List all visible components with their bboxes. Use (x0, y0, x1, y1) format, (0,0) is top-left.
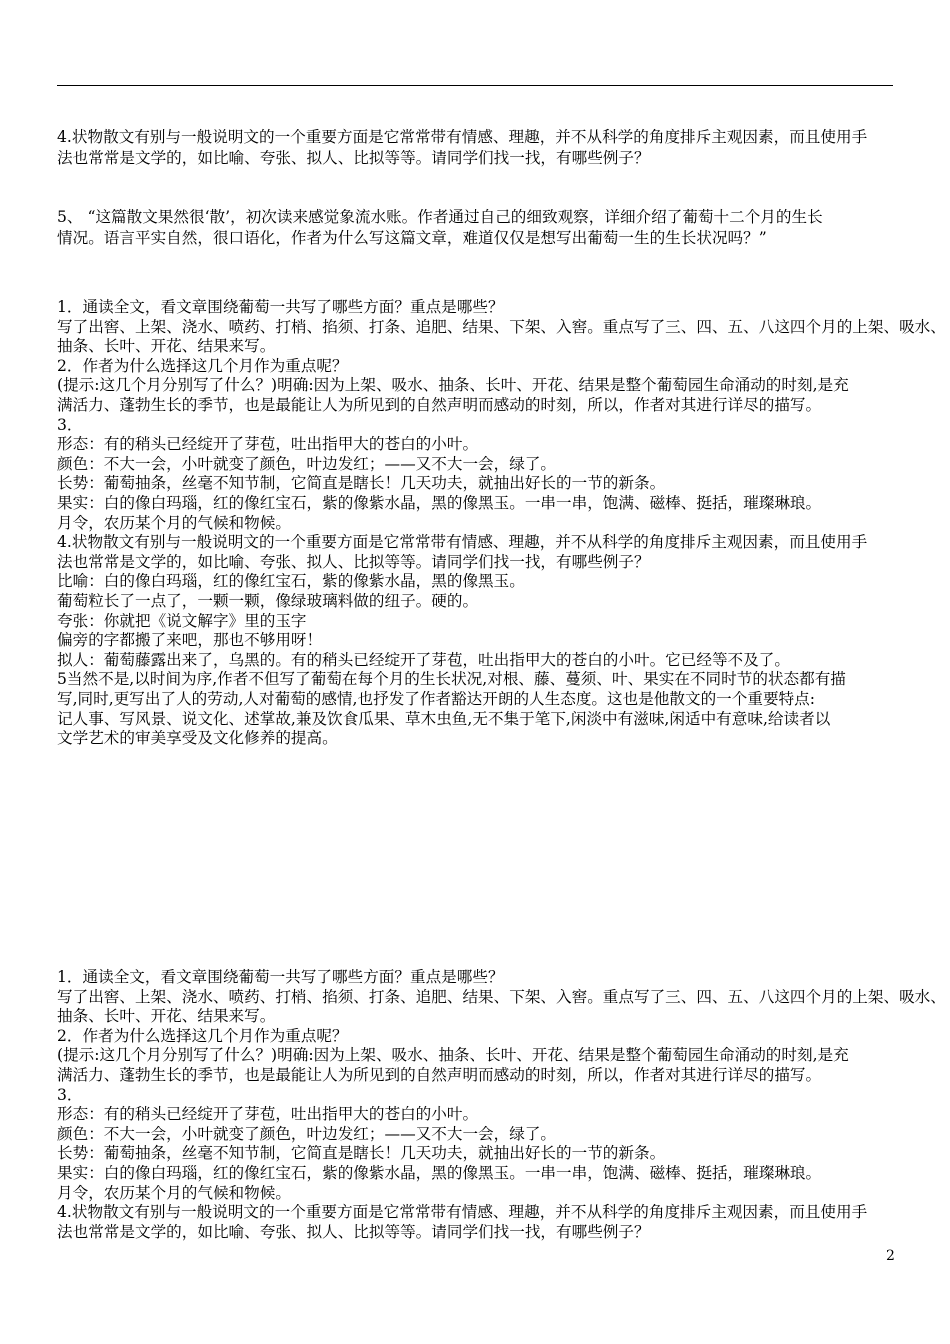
text-line: 颜色：不大一会，小叶就变了颜色，叶边发红；——又不大一会，绿了。 (57, 1124, 557, 1143)
text-line: 写了出窖、上架、浇水、喷药、打梢、掐须、打条、追肥、结果、下架、入窖。重点写了三、四、五、八这四个月的上架、吸水、 (57, 987, 946, 1006)
text-line: 抽条、长叶、开花、结果来写。 (57, 1007, 276, 1026)
text-line: 4.状物散文有别与一般说明文的一个重要方面是它常常带有情感、理趣，并不从科学的角度排斥主观因素，而且使用手 (57, 1203, 868, 1222)
text-line: 满活力、蓬勃生长的季节，也是最能让人为所见到的自然声明而感动的时刻，所以，作者对其进行详尽的描写。 (57, 1066, 822, 1084)
text-line: 4.状物散文有别与一般说明文的一个重要方面是它常常带有情感、理趣，并不从科学的角度排斥主观因素，而且使用手 (57, 533, 868, 552)
text-line: 写了出窖、上架、浇水、喷药、打梢、掐须、打条、追肥、结果、下架、入窖。重点写了三、四、五、八这四个月的上架、吸水、 (57, 317, 946, 336)
text-line: 满活力、蓬勃生长的季节，也是最能让人为所见到的自然声明而感动的时刻，所以，作者对其进行详尽的描写。 (57, 396, 822, 414)
text-line: 比喻：白的像白玛瑙，红的像红宝石，紫的像紫水晶，黑的像黑玉。 (57, 572, 525, 591)
text-line: 1．通读全文，看文章围绕葡萄一共写了哪些方面？重点是哪些？ (57, 298, 504, 316)
text-line: 拟人：葡萄藤露出来了，乌黑的。有的稍头已经绽开了芽苞，吐出指甲大的苍白的小叶。它已经等不及了。 (57, 650, 790, 669)
text-line: 5、 “这篇散文果然很‘散’，初次读来感觉象流水账。作者通过自己的细致观察，详细介绍了葡萄十二个月的生长 (57, 208, 823, 226)
text-line: 形态：有的稍头已经绽开了芽苞，吐出指甲大的苍白的小叶。 (57, 1105, 479, 1124)
text-line: 1．通读全文，看文章围绕葡萄一共写了哪些方面？重点是哪些？ (57, 968, 504, 986)
text-line: 5当然不是,以时间为序,作者不但写了葡萄在每个月的生长状况,对根、藤、蔓须、叶、果实在不同时节的状态都有描 (57, 670, 846, 689)
text-line: 3． (57, 1085, 83, 1104)
text-line: 夸张：你就把《说文解字》里的玉字 (57, 611, 307, 630)
text-line: 法也常常是文学的，如比喻、夸张、拟人、比拟等等。请同学们找一找，有哪些例子？ (57, 149, 650, 167)
text-line: 抽条、长叶、开花、结果来写。 (57, 337, 276, 356)
header-rule (57, 85, 893, 86)
text-line: 2．作者为什么选择这几个月作为重点呢？ (57, 1026, 348, 1045)
text-line: 法也常常是文学的，如比喻、夸张、拟人、比拟等等。请同学们找一找，有哪些例子？ (57, 1222, 650, 1241)
page-number: 2 (886, 1248, 895, 1264)
text-line: (提示:这几个月分别写了什么？)明确:因为上架、吸水、抽条、长叶、开花、结果是整个葡萄园生命涌动的时刻,是充 (57, 376, 849, 395)
text-line: 颜色：不大一会，小叶就变了颜色，叶边发红；——又不大一会，绿了。 (57, 454, 557, 473)
text-line: 写,同时,更写出了人的劳动,人对葡萄的感情,也抒发了作者豁达开朗的人生态度。这也是他散文的一个重要特点: (57, 690, 815, 708)
text-line: 形态：有的稍头已经绽开了芽苞，吐出指甲大的苍白的小叶。 (57, 435, 479, 454)
text-line: 偏旁的字都搬了来吧，那也不够用呀！ (57, 631, 323, 650)
text-line: 3． (57, 415, 83, 434)
text-line: 长势：葡萄抽条，丝毫不知节制，它简直是瞎长！几天功夫，就抽出好长的一节的新条。 (57, 474, 666, 493)
text-line: 果实：白的像白玛瑙，红的像红宝石，紫的像紫水晶，黑的像黑玉。一串一串，饱满、磁棒、挺括，璀璨琳琅。 (57, 494, 822, 512)
text-line: 月令，农历某个月的气候和物候。 (57, 1183, 291, 1202)
text-line: 月令，农历某个月的气候和物候。 (57, 513, 291, 532)
text-line: 葡萄粒长了一点了，一颗一颗，像绿玻璃料做的纽子。硬的。 (57, 592, 479, 610)
text-line: 记人事、写风景、说文化、述掌故,兼及饮食瓜果、草木虫鱼,无不集于笔下,闲淡中有滋味,闲适中有意味,给读者以 (57, 709, 831, 728)
text-line: 法也常常是文学的，如比喻、夸张、拟人、比拟等等。请同学们找一找，有哪些例子？ (57, 552, 650, 571)
text-line: 4.状物散文有别与一般说明文的一个重要方面是它常常带有情感、理趣，并不从科学的角度排斥主观因素，而且使用手 (57, 128, 868, 146)
text-line: 长势：葡萄抽条，丝毫不知节制，它简直是瞎长！几天功夫，就抽出好长的一节的新条。 (57, 1144, 666, 1163)
text-line: 果实：白的像白玛瑙，红的像红宝石，紫的像紫水晶，黑的像黑玉。一串一串，饱满、磁棒、挺括，璀璨琳琅。 (57, 1164, 822, 1182)
text-line: 文学艺术的审美享受及文化修养的提高。 (57, 729, 338, 748)
text-line: (提示:这几个月分别写了什么？)明确:因为上架、吸水、抽条、长叶、开花、结果是整个葡萄园生命涌动的时刻,是充 (57, 1046, 849, 1065)
text-line: 情况。语言平实自然，很口语化，作者为什么写这篇文章，难道仅仅是想写出葡萄一生的生长状况吗？” (57, 229, 767, 247)
text-line: 2．作者为什么选择这几个月作为重点呢？ (57, 356, 348, 375)
